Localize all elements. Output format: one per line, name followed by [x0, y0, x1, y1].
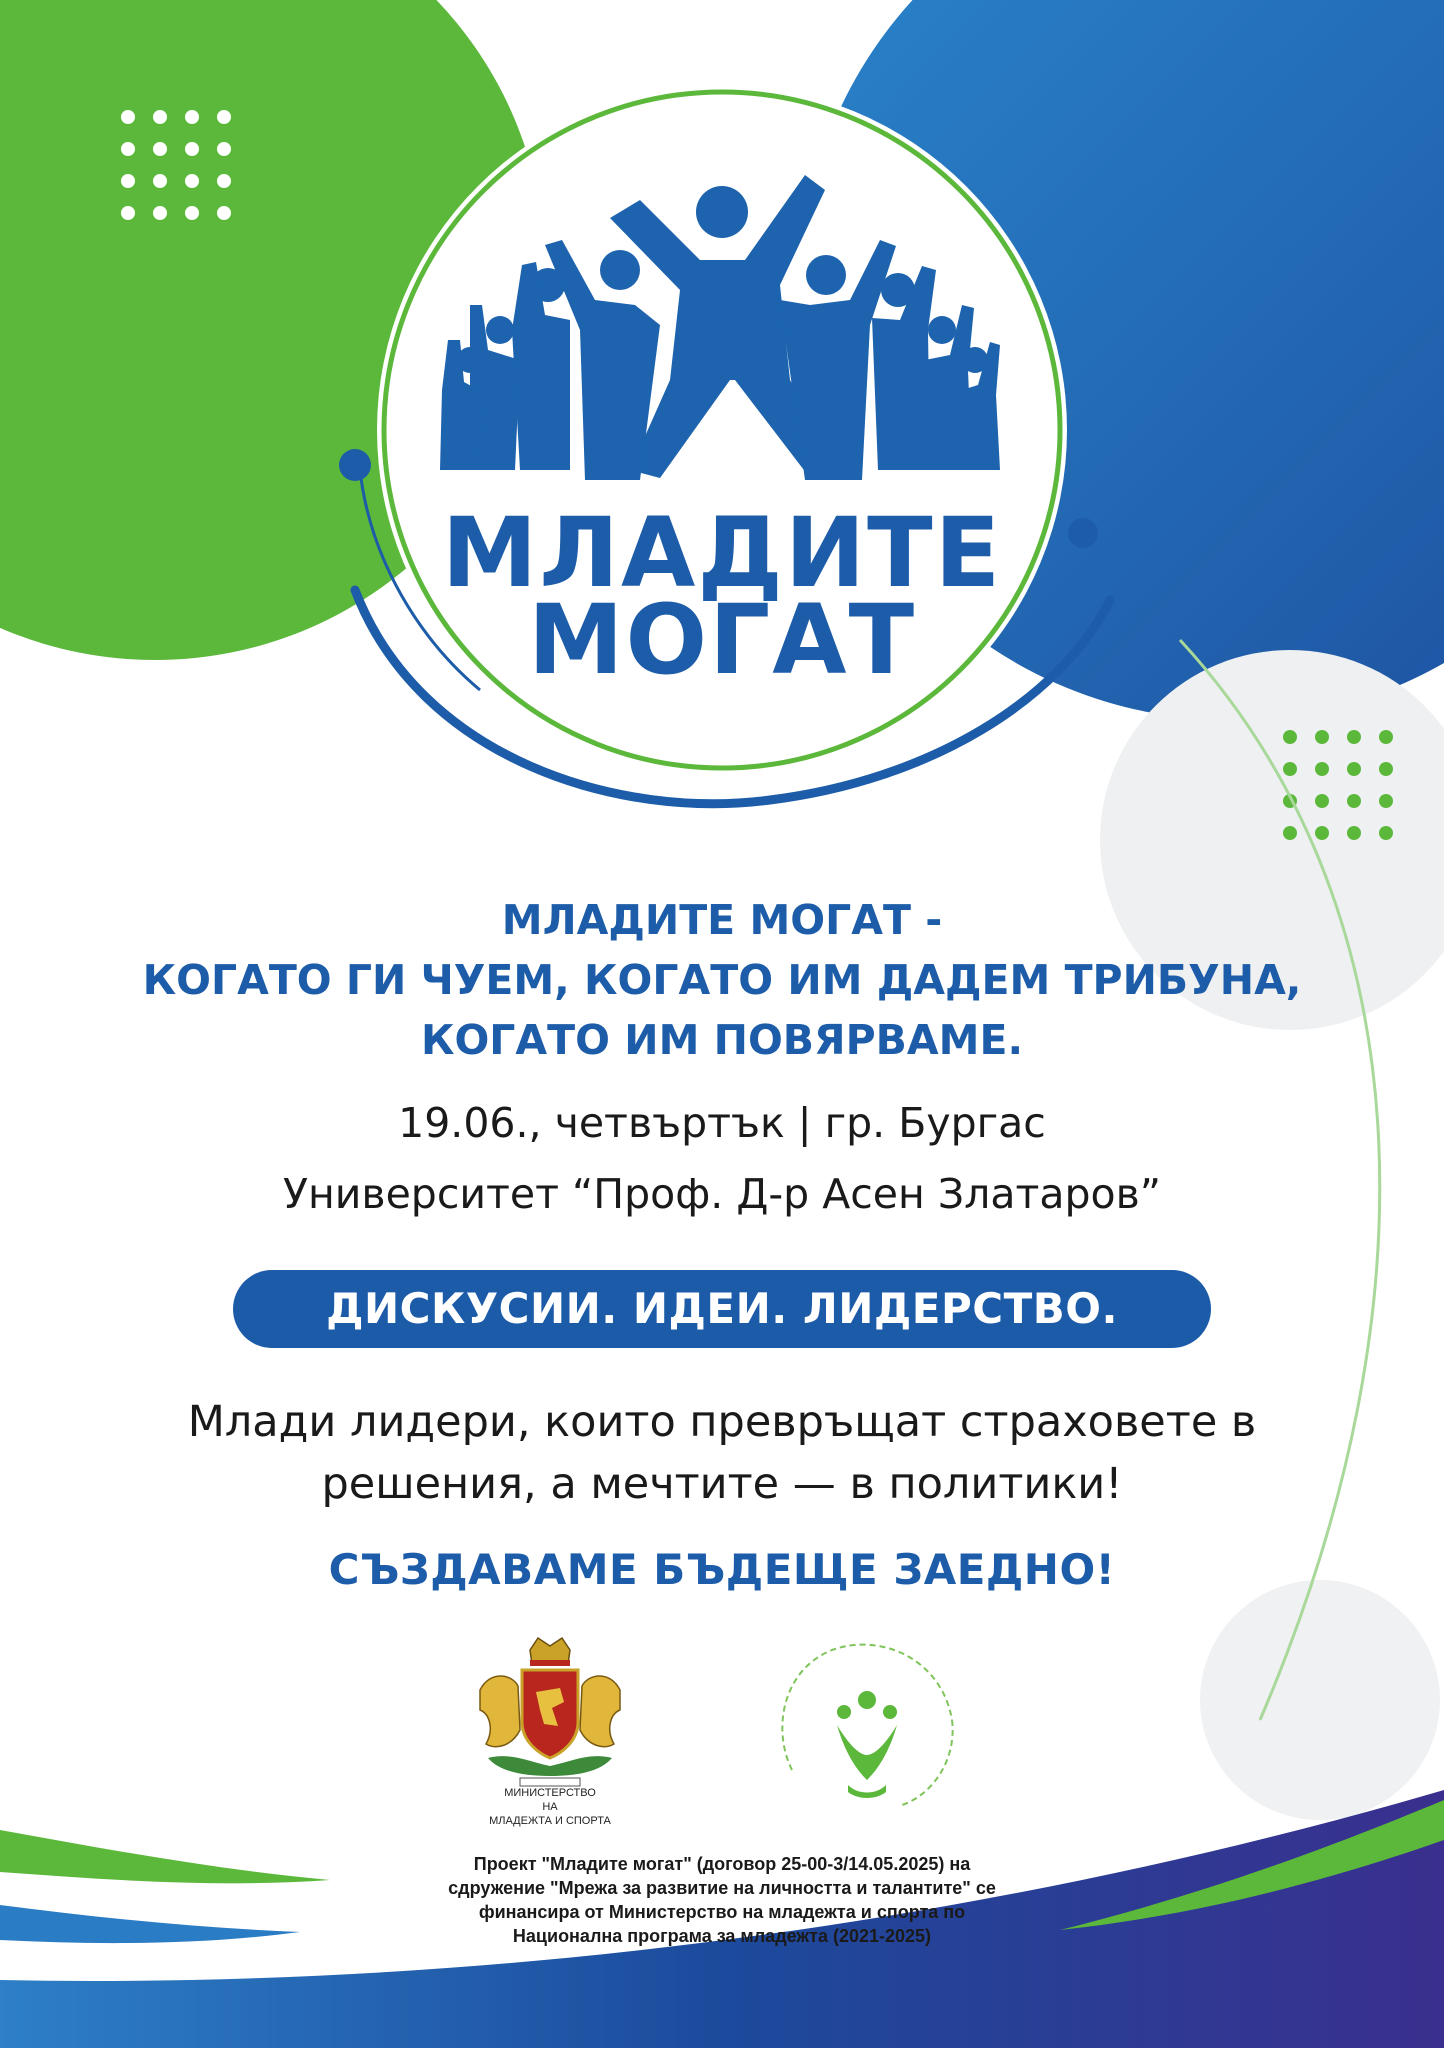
logo-title-line1: МЛАДИТЕ [441, 497, 1003, 609]
ministry-line3: МЛАДЕЖТА И СПОРТА [489, 1815, 611, 1827]
footer-swoosh-blue-left [0, 1905, 300, 1943]
headline-line2: КОГАТО ГИ ЧУЕМ, КОГАТО ИМ ДАДЕМ ТРИБУНА, [142, 956, 1302, 1004]
headline-line3: КОГАТО ИМ ПОВЯРВАМЕ. [420, 1016, 1024, 1064]
coat-of-arms-icon [460, 1630, 640, 1800]
event-venue: Университет “Проф. Д-р Асен Златаров” [282, 1170, 1162, 1218]
footer-line2: сдружение "Мрежа за развитие на личността и талантите" се [448, 1878, 996, 1898]
footer-swoosh-green-left [0, 1830, 330, 1883]
footer-line3: финансира от Министерство на младежта и спорта по [478, 1902, 966, 1922]
blue-ball-right [1068, 518, 1098, 548]
body-line1: Млади лидери, които превръщат страховете в [187, 1397, 1257, 1447]
gray-circle-shape-lower [1200, 1580, 1440, 1820]
closing-slogan: СЪЗДАВАМЕ БЪДЕЩЕ ЗАЕДНО! [328, 1545, 1116, 1594]
footer-line4: Национална програма за младежта (2021-2025) [512, 1926, 932, 1946]
ministry-line1: МИНИСТЕРСТВО [504, 1787, 596, 1799]
headline-line1: МЛАДИТЕ МОГАТ - [501, 896, 943, 944]
ministry-caption [440, 1786, 660, 1828]
footer-line1: Проект "Младите могат" (договор 25-00-3/14.05.2025) на [473, 1854, 971, 1874]
blue-ball [339, 449, 371, 481]
network-logo-icon [752, 1620, 982, 1820]
body-line2: решения, а мечтите — в политики! [321, 1459, 1123, 1509]
banner-pill: ДИСКУСИИ. ИДЕИ. ЛИДЕРСТВО. [233, 1270, 1211, 1348]
logo-title-line2: МОГАТ [527, 584, 917, 696]
ministry-line2: НА [542, 1801, 558, 1813]
event-date-place: 19.06., четвъртък | гр. Бургас [398, 1099, 1046, 1147]
